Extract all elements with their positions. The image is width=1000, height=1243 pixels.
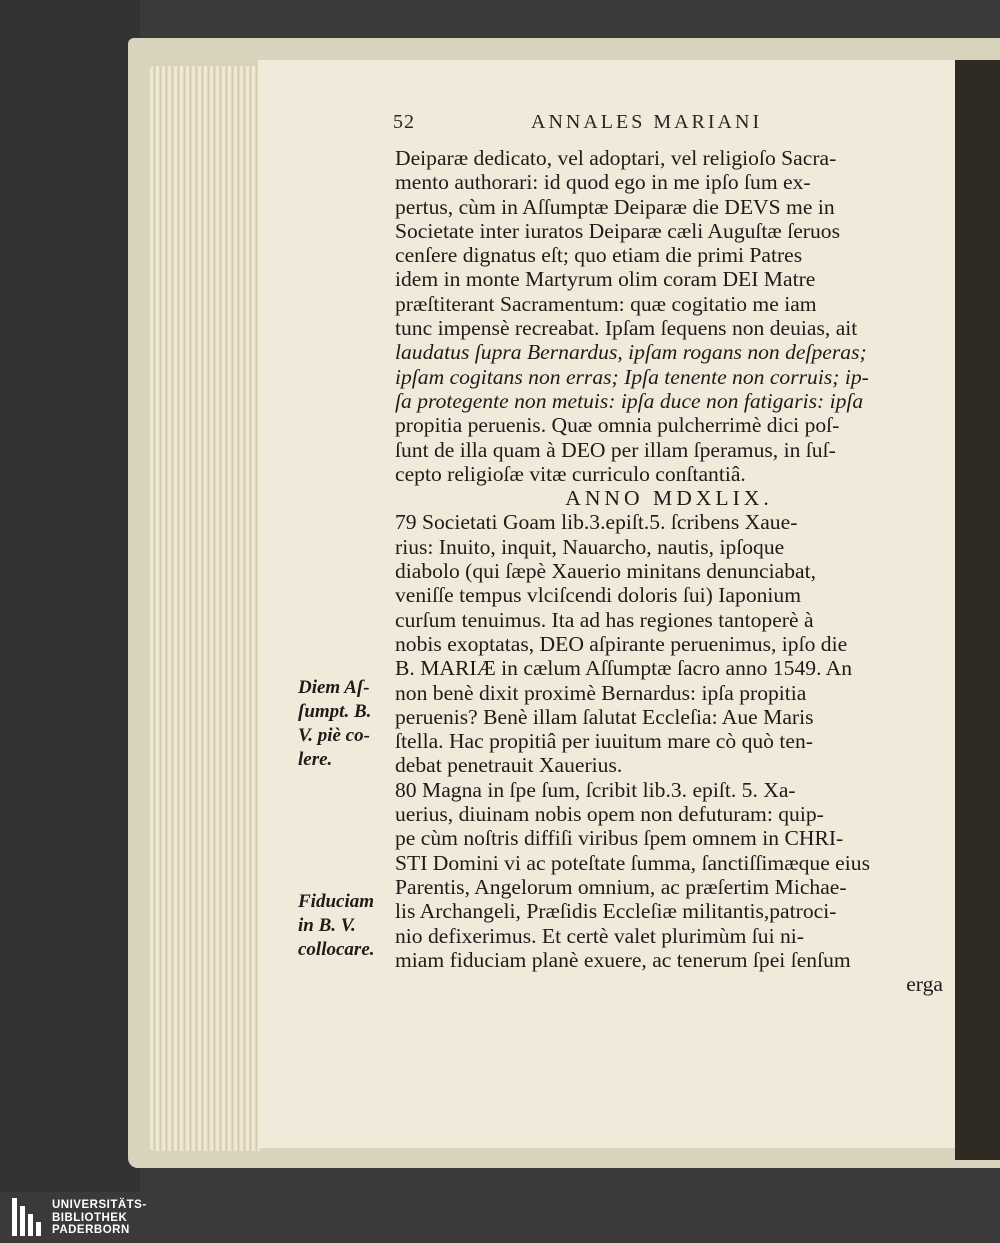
text-line: ſa protegente non metuis: ipſa duce non fatigaris: ipſa bbox=[395, 388, 864, 413]
text-line: pertus, cùm in Aſſumptæ Deiparæ die DEVS me in bbox=[395, 194, 835, 219]
text-line: nobis exoptatas, DEO aſpirante peruenimus, ipſo die bbox=[395, 631, 848, 656]
marginal-note-line: Fiduciam bbox=[298, 891, 375, 912]
text-line: laudatus ſupra Bernardus, ipſam rogans non deſperas; bbox=[395, 340, 867, 365]
marginal-note bbox=[298, 890, 375, 962]
book-gutter bbox=[955, 60, 1000, 1160]
text-line: miam fiduciam planè exuere, ac tenerum ſpei ſenſum bbox=[395, 947, 851, 972]
marginal-note-line: V. piè co- bbox=[298, 725, 370, 746]
library-logo-icon bbox=[12, 1198, 42, 1236]
text-line: Deiparæ dedicato, vel adoptari, vel religioſo Sacra- bbox=[395, 146, 837, 170]
text-line: non benè dixit proximè Bernardus: ipſa propitia bbox=[395, 680, 807, 705]
text-line: cepto religioſæ vitæ curriculo conſtantiâ. bbox=[395, 461, 746, 486]
library-name-line: UNIVERSITÄTS- bbox=[52, 1199, 147, 1211]
text-line: uerius, diuinam nobis opem non defuturam: quip- bbox=[395, 802, 824, 827]
text-line: peruenis? Benè illam ſalutat Eccleſia: Aue Maris bbox=[395, 704, 814, 729]
text-line: nio defixerimus. Et certè valet plurimùm ſui ni- bbox=[395, 923, 804, 948]
text-line: STI Domini vi ac poteſtate ſumma, ſanctiſſimæque eius bbox=[395, 850, 870, 875]
background-left bbox=[0, 0, 140, 1192]
text-line: idem in monte Martyrum olim coram DEI Matre bbox=[395, 267, 816, 292]
library-name-line: BIBLIOTHEK bbox=[52, 1211, 128, 1224]
text-line: diabolo (qui ſæpè Xauerio minitans denunciabat, bbox=[395, 559, 816, 584]
marginal-note-line: collocare. bbox=[298, 939, 375, 960]
text-line: pe cùm noſtris diffiſi viribus ſpem omnem in CHRI- bbox=[395, 826, 844, 851]
catchword: erga bbox=[906, 972, 943, 997]
marginal-note-line: ſumpt. B. bbox=[298, 701, 372, 722]
main-text bbox=[395, 146, 943, 996]
text-line: mento authorari: id quod ego in me ipſo ſum ex- bbox=[395, 170, 811, 195]
footer-bar bbox=[0, 1192, 1000, 1243]
text-line: 80 Magna in ſpe ſum, ſcribit lib.3. epiſt. 5. Xa- bbox=[395, 777, 796, 802]
text-line: ipſam cogitans non erras; Ipſa tenente non corruis; ip- bbox=[395, 364, 869, 389]
text-line: tunc impensè recreabat. Ipſam ſequens non deuias, ait bbox=[395, 316, 858, 341]
text-line: rius: Inuito, inquit, Nauarcho, nautis, ipſoque bbox=[395, 534, 785, 559]
text-line: veniſſe tempus vlciſcendi doloris ſui) Iaponium bbox=[395, 583, 802, 608]
text-line: 79 Societati Goam lib.3.epiſt.5. ſcribens Xaue- bbox=[395, 510, 798, 535]
text-line: Parentis, Angelorum omnium, ac præſertim Michae- bbox=[395, 874, 847, 899]
text-line: propitia peruenis. Quæ omnia pulcherrimè dici poſ- bbox=[395, 413, 840, 438]
library-name bbox=[52, 1199, 147, 1237]
text-line: debat penetrauit Xauerius. bbox=[395, 753, 623, 778]
text-line: cenſere dignatus eſt; quo etiam die primi Patres bbox=[395, 243, 803, 268]
text-line: B. MARIÆ in cælum Aſſumptæ ſacro anno 1549. An bbox=[395, 656, 853, 681]
text-line: curſum tenuimus. Ita ad has regiones tantoperè à bbox=[395, 607, 814, 632]
marginal-note-line: lere. bbox=[298, 749, 333, 770]
marginal-note-line: Diem Aſ- bbox=[298, 677, 370, 698]
page-edges bbox=[150, 66, 260, 1151]
library-name-line: PADERBORN bbox=[52, 1224, 130, 1236]
year-heading: ANNO MDXLIX. bbox=[565, 486, 773, 511]
marginal-note-line: in B. V. bbox=[298, 915, 356, 936]
page-number: 52 bbox=[393, 111, 415, 133]
running-title: ANNALES MARIANI bbox=[531, 111, 763, 133]
marginal-note bbox=[298, 676, 371, 772]
text-line: ſtella. Hac propitiâ per iuuitum mare cò quò ten- bbox=[395, 729, 813, 754]
text-line: lis Archangeli, Præſidis Eccleſiæ militantis,patroci- bbox=[395, 899, 837, 924]
text-line: præſtiterant Sacramentum: quæ cogitatio me iam bbox=[395, 291, 817, 316]
text-line: Societate inter iuratos Deiparæ cæli Auguſtæ ſeruos bbox=[395, 218, 840, 243]
text-line: ſunt de illa quam à DEO per illam ſperamus, in ſuſ- bbox=[395, 437, 836, 462]
running-head bbox=[393, 111, 762, 134]
